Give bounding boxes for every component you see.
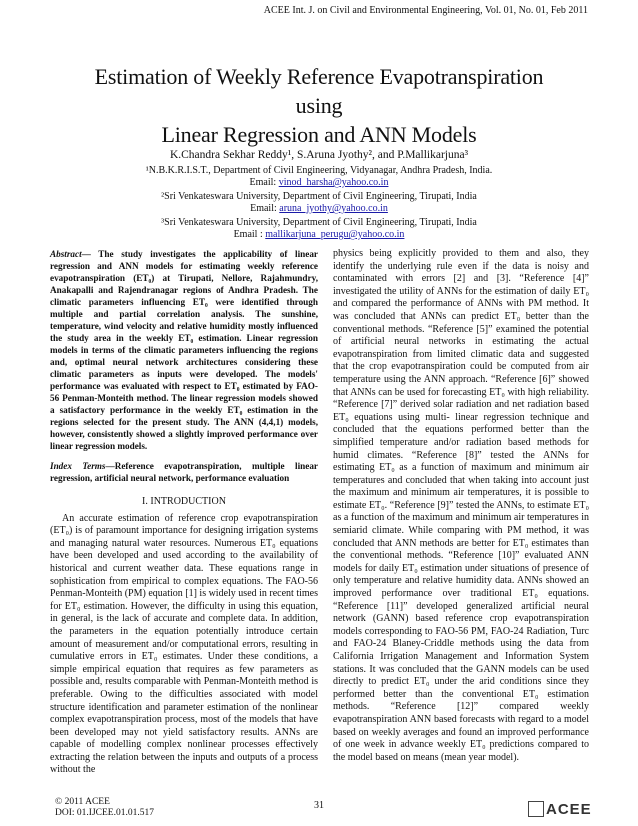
doi: DOI: 01.IJCEE.01.01.517 [55,808,154,818]
email-link-2[interactable]: aruna_jyothy@yahoo.co.in [279,203,388,214]
acee-logo [528,800,592,818]
logo-mark-icon [528,801,544,817]
page-number: 31 [314,800,324,811]
index-terms-text: —Reference evapotranspiration, multiple linear regression, artificial neural network, performance evaluation [50,461,319,483]
intro-paragraph: An accurate estimation of reference crop evapotranspiration (ET₀) is of paramount importance for designing irrigation systems and managing natural water resources. Numerous ET₀ equations have been developed and used according to the availability of historical and current weather data. These equations range in sophistication from empirical to complex equations. The FAO-56 Penman-Monteith (PM) equation [1] is widely used in recent times for ET₀ estimation. However, the difficulty in using this equation, in general, is the lack of accurate and complete data. In addition, the parameters in the equation potentially introduce certain amount of measurement and/or computational errors, resulting in cumulative errors in ET₀ estimates. Under these conditions, a simple empirical equation that requires as few parameters as possible and, results comparable with Penman-Monteith method is preferable. Owing to the difficulties associated with model structure identification and parameter estimation of the nonlinear complex evapotranspiration process, most of the models that have been developed may not yield satisfactory results. ANNs are capable of modelling complex nonlinear processes effectively extracting the relation between the inputs and outputs of a process without the [50,512,319,776]
title-line-1: Estimation of Weekly Reference Evapotranspiration [94,64,544,89]
abstract-text: — The study investigates the applicability of linear regression and ANN models for estimating weekly reference evapotranspiration (ET₀) at Tirupati, Nellore, Rajahmundry, Anakapalli and Rajendranagar regions of Andhra Pradesh. The climatic parameters influencing ET₀ were identified through multiple and partial correlation analysis. The sunshine, temperature, wind velocity and relative humidity mostly influenced the study area in the weekly ET₀ estimation. Linear regression models in terms of the climatic parameters influencing the regions and, optimal neural network architectures considering these climatic parameters as inputs were developed. The models' performance was evaluated with respect to ET₀ estimated by FAO-56 Penman-Monteith method. The linear regression models showed a satisfactory performance in the weekly ET₀ estimation in the regions selected for the present study. The ANN (4,4,1) models, however, consistently showed a slightly improved performance over linear regression models. [50,249,318,451]
email-link-3[interactable]: mallikarjuna_perugu@yahoo.co.in [265,229,405,240]
index-terms-label: Index Terms [50,461,106,471]
right-column [333,248,589,764]
affiliation-2: ²Sri Venkateswara University, Department of Civil Engineering, Tirupati, India Email: aruna_jyothy@yahoo.co.in [161,191,477,214]
abstract-label: Abstract [50,249,82,259]
paper-title [0,62,638,149]
intro-continuation: physics being explicitly provided to them and also, they identify the underlying rule even if the data is noisy and contaminated with errors [2] and [3]. “Reference [4]” investigated the utility of ANNs for the estimation of daily ET₀ and compared the performance of ANNs with PM method. It was concluded that ANNs can predict ET₀ better than the conventional methods. “Reference [5]” examined the potential of artificial neural networks in estimating the actual evapotranspiration from limited climatic data and suggested that the crop evapotranspiration could be computed from air temperature using the ANN approach. “Reference [6]” showed that ANNs can be used for forecasting ET₀ with high reliability. “Reference [7]” derived solar radiation and net radiation based ET₀ equations using multi- linear regression technique and concluded that the equations performed better than the simplified temperature and/or radiation based methods for humid climates. “Reference [8]” tested the ANNs for estimating ET₀ as a function of maximum and minimum air temperatures and concluded that when taking into account just the maximum and minimum air temperatures, it is possible to estimate ET₀. “Reference [9]” tested the ANNs, to estimate ET₀ as a function of the maximum and minimum air temperatures in semiarid climate. While comparing with PM method, it was concluded that ANN methods are better for ET₀ estimates than the conventional methods. “Reference [10]” evaluated ANN models for daily ET₀ estimation under situations of presence of only temperature and relative humidity data. ANNs showed an improved performance over traditional ET₀ equations. “Reference [11]” developed generalized artificial neural network (GANN) based reference crop evapotranspiration models corresponding to FAO-56 PM, FAO-24 Radiation, Turc and FAO-24 Blaney-Criddle methods using the data from California Irrigation Management and Information System stations. It was concluded that the GANN models can be used directly to predict ET₀ under the arid conditions since they performed better than the conventional ET₀ estimation methods. “Reference [12]” compared weekly evapotranspiration ANN based forecasts with regard to a model based on weekly averages and found an improved performance of one week in advance weekly ET₀ predictions compared to the model based on means (mean year model). [333,248,589,763]
author-list: K.Chandra Sekhar Reddy¹, S.Aruna Jyothy², and P.Mallikarjuna³ [169,149,469,161]
affiliation-3: ³Sri Venkateswara University, Department of Civil Engineering, Tirupati, India Email : mallikarjuna_perugu@yahoo.co.in [161,217,477,240]
title-line-3: Linear Regression and ANN Models [161,122,477,147]
email-link-1[interactable]: vinod_harsha@yahoo.co.in [278,177,389,188]
section-heading: I. INTRODUCTION [142,496,226,507]
abstract [50,248,318,452]
logo-text: ACEE [546,800,592,818]
copyright: © 2011 ACEE [55,797,110,807]
affiliation-1: ¹N.B.K.R.I.S.T., Department of Civil Engineering, Vidyanagar, Andhra Pradesh, India. Email: vinod_harsha@yahoo.co.in [145,165,493,188]
running-header: ACEE Int. J. on Civil and Environmental Engineering, Vol. 01, No. 01, Feb 2011 [263,5,588,16]
title-line-2: using [295,93,343,118]
left-column [50,248,318,777]
index-terms [50,460,318,484]
